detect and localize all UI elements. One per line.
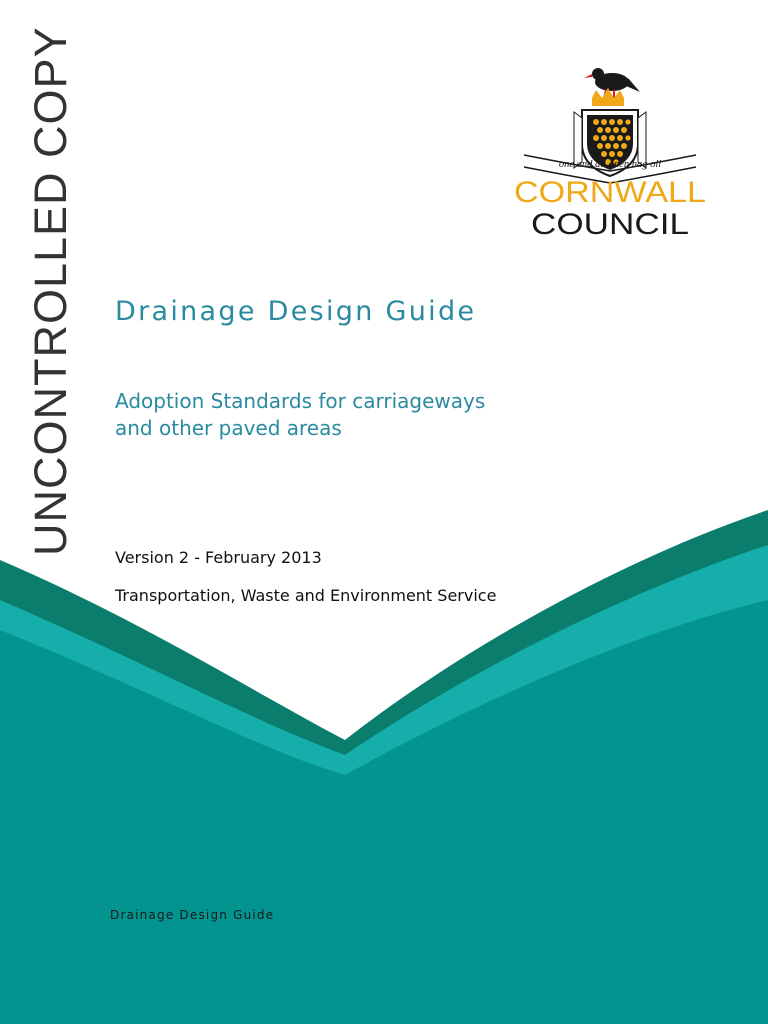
logo-council-text: COUNCIL xyxy=(531,208,689,241)
crown-icon xyxy=(592,88,624,106)
cornwall-council-logo xyxy=(510,62,710,242)
subtitle-line-1: Adoption Standards for carriageways xyxy=(115,389,486,413)
motto-text: one and all onen hag oll xyxy=(558,159,662,170)
document-subtitle xyxy=(115,388,595,442)
service-text: Transportation, Waste and Environment Service xyxy=(115,586,497,605)
uncontrolled-copy-watermark: UNCONTROLLED COPY xyxy=(25,26,76,556)
subtitle-line-2: and other paved areas xyxy=(115,416,342,440)
footer-label: Drainage Design Guide xyxy=(110,908,275,922)
logo-cornwall-text: CORNWALL xyxy=(514,176,706,209)
document-title: Drainage Design Guide xyxy=(115,296,477,327)
version-text: Version 2 - February 2013 xyxy=(115,548,322,567)
chough-bird-icon xyxy=(584,68,640,98)
